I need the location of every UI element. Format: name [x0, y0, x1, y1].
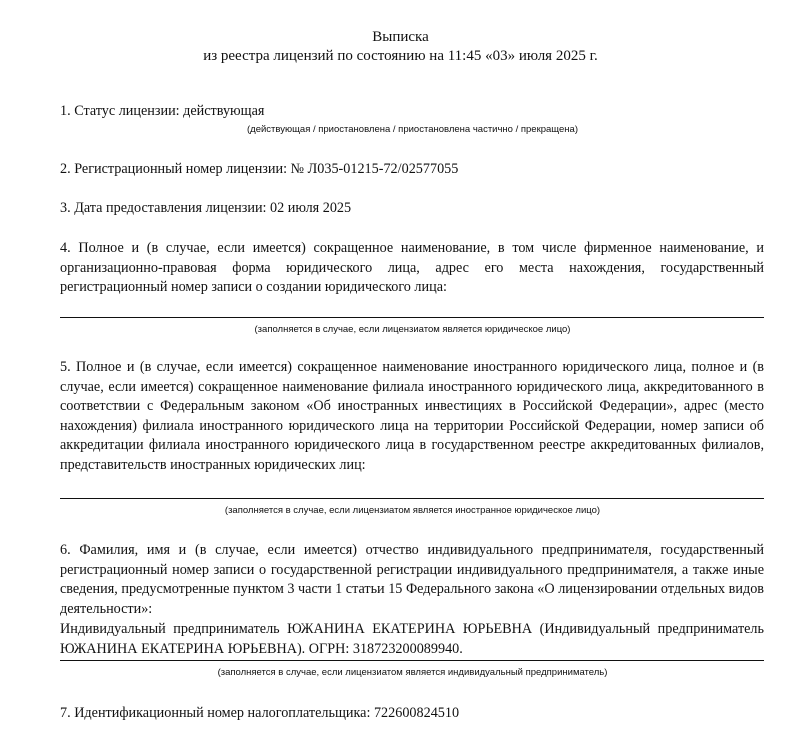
legal-entity-hint: (заполняется в случае, если лицензиатом является юридическое лицо): [254, 324, 571, 335]
legal-entity-label: 4. Полное и (в случае, если имеется) сокращенное наименование, в том числе фирменное наименование, и организационно-правовая форма юридического лица, адрес его места нахождения, государственный регистрационный номер записи о создании юридического лица:: [60, 240, 764, 296]
document-title: Выписка: [372, 29, 429, 45]
license-status-hint: (действующая / приостановлена / приостановлена частично / прекращена): [246, 124, 578, 135]
entrepreneur-hint: (заполняется в случае, если лицензиатом является индивидуальный предприниматель): [217, 667, 608, 678]
legal-entity-value-line: [60, 317, 764, 318]
foreign-entity-value-line: [60, 498, 764, 499]
license-date: 3. Дата предоставления лицензии: 02 июля 2025: [60, 200, 352, 216]
license-reg-number: 2. Регистрационный номер лицензии: № Л035-01215-72/02577055: [60, 161, 459, 177]
taxpayer-id: 7. Идентификационный номер налогоплательщика: 722600824510: [60, 705, 460, 721]
document-subtitle: из реестра лицензий по состоянию на 11:45 «03» июля 2025 г.: [203, 48, 598, 64]
foreign-entity-label: 5. Полное и (в случае, если имеется) сокращенное наименование иностранного юридического лица, полное и (в случае, если имеется) сокращенное наименование филиала иностранного юридического лица, аккредитованного в соответствии с Федеральным законом «Об иностранных инвестициях в Российской Федерации», адрес (место нахождения) филиала иностранного юридического лица на территории Российской Федерации, номер записи об аккредитации филиала иностранного юридического лица в государственном реестре аккредитованных филиалов, представительств иностранных юридических лиц:: [60, 359, 764, 473]
entrepreneur-value-line: [60, 660, 764, 661]
entrepreneur-label: 6. Фамилия, имя и (в случае, если имеется) отчество индивидуального предпринимателя, государственный регистрационный номер записи о государственной регистрации индивидуального предпринимателя, а также иные сведения, предусмотренные пунктом 3 части 1 статьи 15 Федерального закона «О лицензировании отдельных видов деятельности»:: [60, 542, 764, 617]
foreign-entity-hint: (заполняется в случае, если лицензиатом является иностранное юридическое лицо): [224, 505, 601, 516]
entrepreneur-value: Индивидуальный предприниматель ЮЖАНИНА ЕКАТЕРИНА ЮРЬЕВНА (Индивидуальный предприниматель ЮЖАНИНА ЕКАТЕРИНА ЮРЬЕВНА). ОГРН: 318723200089940.: [60, 621, 764, 657]
license-status: 1. Статус лицензии: действующая: [60, 103, 265, 119]
